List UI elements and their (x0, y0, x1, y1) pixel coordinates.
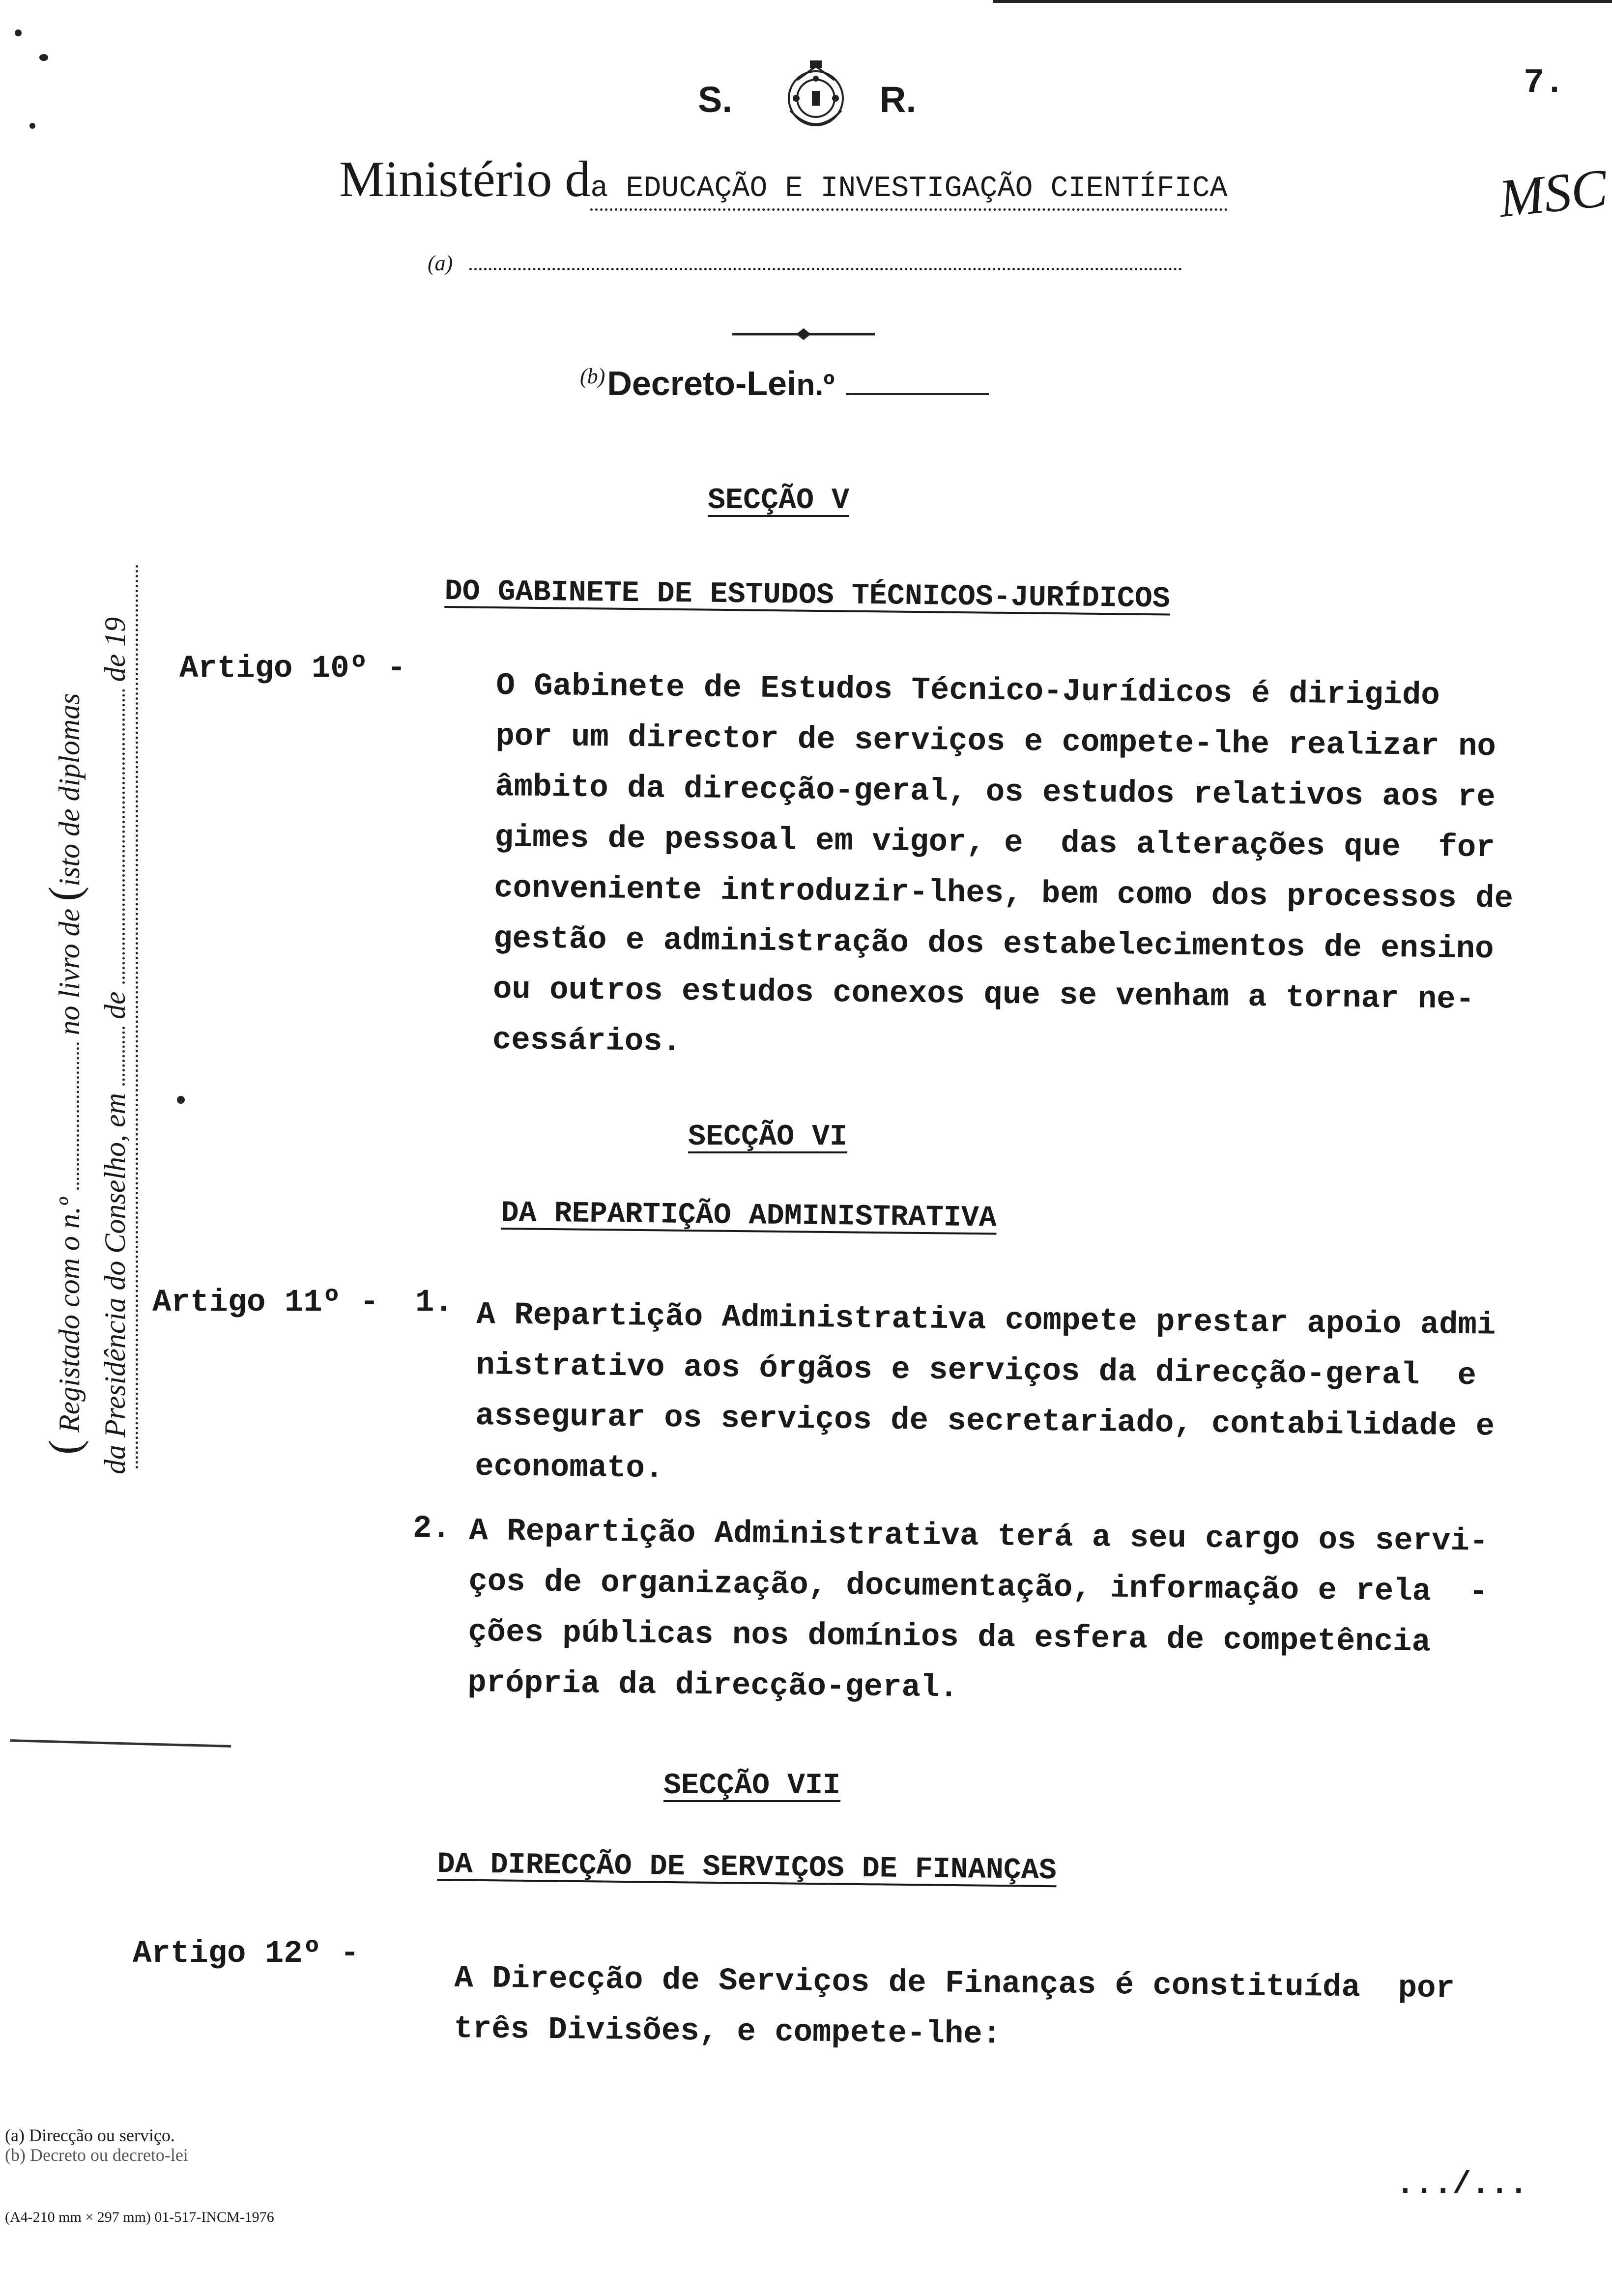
decree-number-label: n.º (796, 368, 835, 402)
page-number: 7. (1524, 64, 1565, 103)
margin-note-livro: no livro de (53, 908, 86, 1035)
section-title: DO GABINETE DE ESTUDOS TÉCNICOS-JURÍDICOS (444, 575, 1171, 616)
footnote-b: (b) Decreto ou decreto-lei (5, 2145, 188, 2165)
margin-note-blank (122, 689, 125, 984)
divider-ornament-icon (732, 327, 875, 342)
margin-note-presidencia: da Presidência do Conselho, em (99, 1093, 131, 1474)
line-a (428, 251, 1182, 276)
margin-note-blank (122, 1027, 125, 1086)
header-r: R. (880, 79, 916, 120)
article-item: A Repartição Administrativa terá a seu cargo os servi- ços de organização, documentação, informação e rela - ções públicas nos domínios da esfera de competência própria da direcção-geral. (467, 1513, 1489, 1706)
scan-stroke (10, 1739, 231, 1748)
section-label: SECÇÃO V (708, 484, 850, 517)
section-label: SECÇÃO VII (663, 1769, 841, 1803)
line-a-blank (469, 268, 1182, 270)
decree-number-blank (846, 393, 989, 395)
margin-note-de: de (99, 991, 131, 1019)
scan-speck (29, 123, 35, 129)
article-paragraph: A Direcção de Serviços de Finanças é constituída por três Divisões, e compete-lhe: (454, 1960, 1455, 2053)
item-number: 2. (413, 1511, 451, 1547)
margin-note-line2 (98, 617, 132, 1474)
article-paragraph: O Gabinete de Estudos Técnico-Jurídicos é dirigido por um director de serviços e compete-lhe realizar no âmbito da direcção-geral, os estudos relativos aos re gimes de pessoal em vigor, e das alterações que for conveniente introduzir-lhes, bem como dos processos de gestão e administração dos estabelecimentos de ensino ou outros estudos conexos que se venham a tornar ne- cessários. (492, 668, 1514, 1060)
decree-text: Decreto-Lei (607, 364, 797, 402)
footnote-a: (a) Direcção ou serviço. (5, 2125, 175, 2145)
article-number: Artigo 11º - (152, 1285, 379, 1320)
scan-speck (177, 1096, 185, 1104)
header-s: S. (698, 79, 732, 120)
coat-of-arms-icon (767, 52, 865, 140)
line-a-label: (a) (428, 251, 453, 275)
margin-note-ano: de 19 (99, 617, 131, 682)
section-title: DA DIRECÇÃO DE SERVIÇOS DE FINANÇAS (437, 1848, 1057, 1888)
section-title: DA REPARTIÇÃO ADMINISTRATIVA (501, 1197, 997, 1235)
scan-speck (15, 29, 22, 36)
margin-note-line1: ( Registado com o n.º no livro de (isto de diplomas (40, 693, 89, 1455)
handwritten-initials: MSC (1496, 157, 1610, 229)
continuation-mark: .../... (1396, 2167, 1528, 2203)
article-number: Artigo 12º - (133, 1936, 359, 1972)
margin-note-blank (77, 1042, 79, 1190)
ministry-name: a EDUCAÇÃO E INVESTIGAÇÃO CIENTÍFICA (590, 172, 1227, 211)
section-label: SECÇÃO VI (688, 1120, 848, 1154)
margin-note-registado: Registado com o n.º (53, 1197, 86, 1433)
top-edge-line (993, 0, 1612, 3)
margin-note-diplomas: isto de diplomas (53, 693, 86, 887)
ministry-prefix: Ministério d (339, 151, 591, 207)
decree-line (580, 364, 989, 403)
article-item: A Repartição Administrativa compete prestar apoio admi nistrativo aos órgãos e serviços da direcção-geral e assegurar os serviços de secretariado, contabilidade e economato. (474, 1297, 1496, 1487)
scan-speck (39, 54, 48, 61)
print-info: (A4-210 mm × 297 mm) 01-517-INCM-1976 (5, 2209, 274, 2225)
article-number: Artigo 10º - (179, 651, 406, 687)
margin-dotted-rule (136, 565, 138, 1469)
decree-marker: (b) (580, 364, 605, 388)
ministry-line (339, 150, 1228, 211)
item-number: 1. (415, 1285, 453, 1320)
